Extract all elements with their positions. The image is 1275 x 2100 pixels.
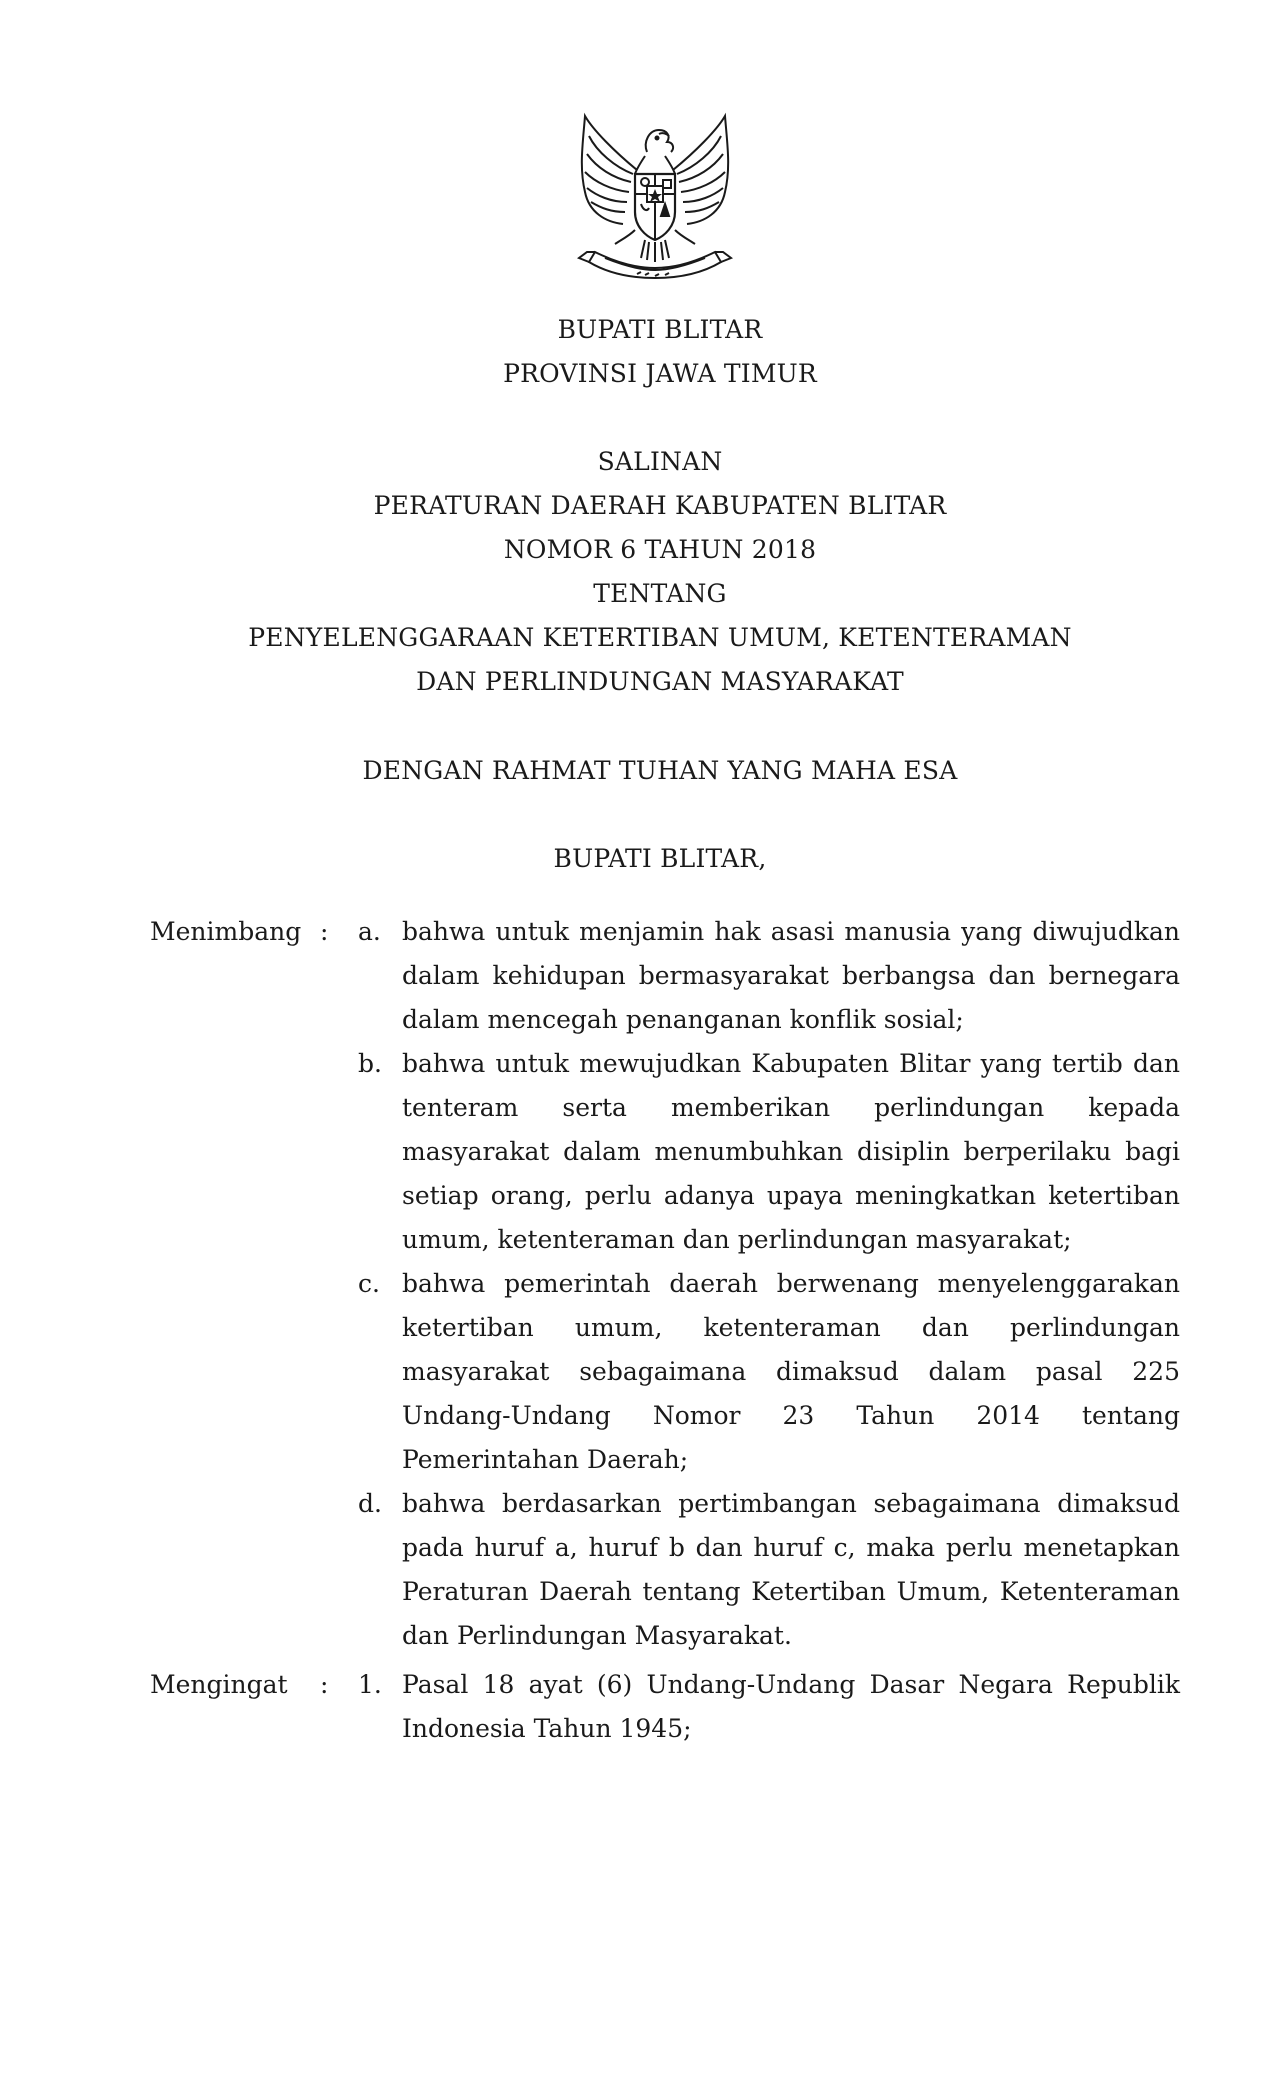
header-bupati: BUPATI BLITAR [557,315,763,344]
list-item [358,1482,1180,1658]
title-regulation: PERATURAN DAERAH KABUPATEN BLITAR [373,491,947,520]
mengingat-colon: : [320,1670,329,1699]
list-item [358,1262,1180,1482]
list-item [358,910,1180,1042]
preamble-authority: BUPATI BLITAR, [553,844,767,873]
mengingat-label: Mengingat [150,1670,288,1699]
item-marker: b. [358,1049,382,1078]
list-item [358,1663,1180,1751]
title-subject-line2: DAN PERLINDUNGAN MASYARAKAT [416,667,904,696]
mengingat-section [150,1663,1180,1751]
item-text: bahwa untuk mewujudkan Kabupaten Blitar yang tertib dan tenteram serta memberikan perlindungan kepada masyarakat dalam menumbuhkan disiplin berperilaku bagi setiap orang, perlu adanya upaya meningkatkan ketertiban umum, ketenteraman dan perlindungan masyarakat; [402,1049,1180,1254]
item-marker: d. [358,1489,382,1518]
list-item [358,1042,1180,1262]
menimbang-list [358,910,1180,1658]
preamble-blessing: DENGAN RAHMAT TUHAN YANG MAHA ESA [362,756,958,785]
header-province: PROVINSI JAWA TIMUR [503,359,817,388]
menimbang-label: Menimbang [150,917,302,946]
item-text: bahwa untuk menjamin hak asasi manusia yang diwujudkan dalam kehidupan bermasyarakat berbangsa dan bernegara dalam mencegah penanganan konflik sosial; [402,917,1180,1034]
title-salinan: SALINAN [597,447,723,476]
item-marker: c. [358,1269,380,1298]
title-subject-line1: PENYELENGGARAAN KETERTIBAN UMUM, KETENTERAMAN [248,623,1072,652]
garuda-emblem-icon [575,112,735,287]
item-marker: 1. [358,1670,382,1699]
menimbang-section [150,910,1180,1658]
title-about: TENTANG [593,579,727,608]
item-marker: a. [358,917,381,946]
item-text: Pasal 18 ayat (6) Undang-Undang Dasar Negara Republik Indonesia Tahun 1945; [402,1670,1180,1743]
title-number: NOMOR 6 TAHUN 2018 [503,535,817,564]
mengingat-list [358,1663,1180,1751]
menimbang-colon: : [320,917,329,946]
item-text: bahwa berdasarkan pertimbangan sebagaimana dimaksud pada huruf a, huruf b dan huruf c, maka perlu menetapkan Peraturan Daerah tentang Ketertiban Umum, Ketenteraman dan Perlindungan Masyarakat. [402,1489,1180,1650]
item-text: bahwa pemerintah daerah berwenang menyelenggarakan ketertiban umum, ketenteraman dan perlindungan masyarakat sebagaimana dimaksud dalam pasal 225 Undang-Undang Nomor 23 Tahun 2014 tentang Pemerintahan Daerah; [402,1269,1180,1474]
